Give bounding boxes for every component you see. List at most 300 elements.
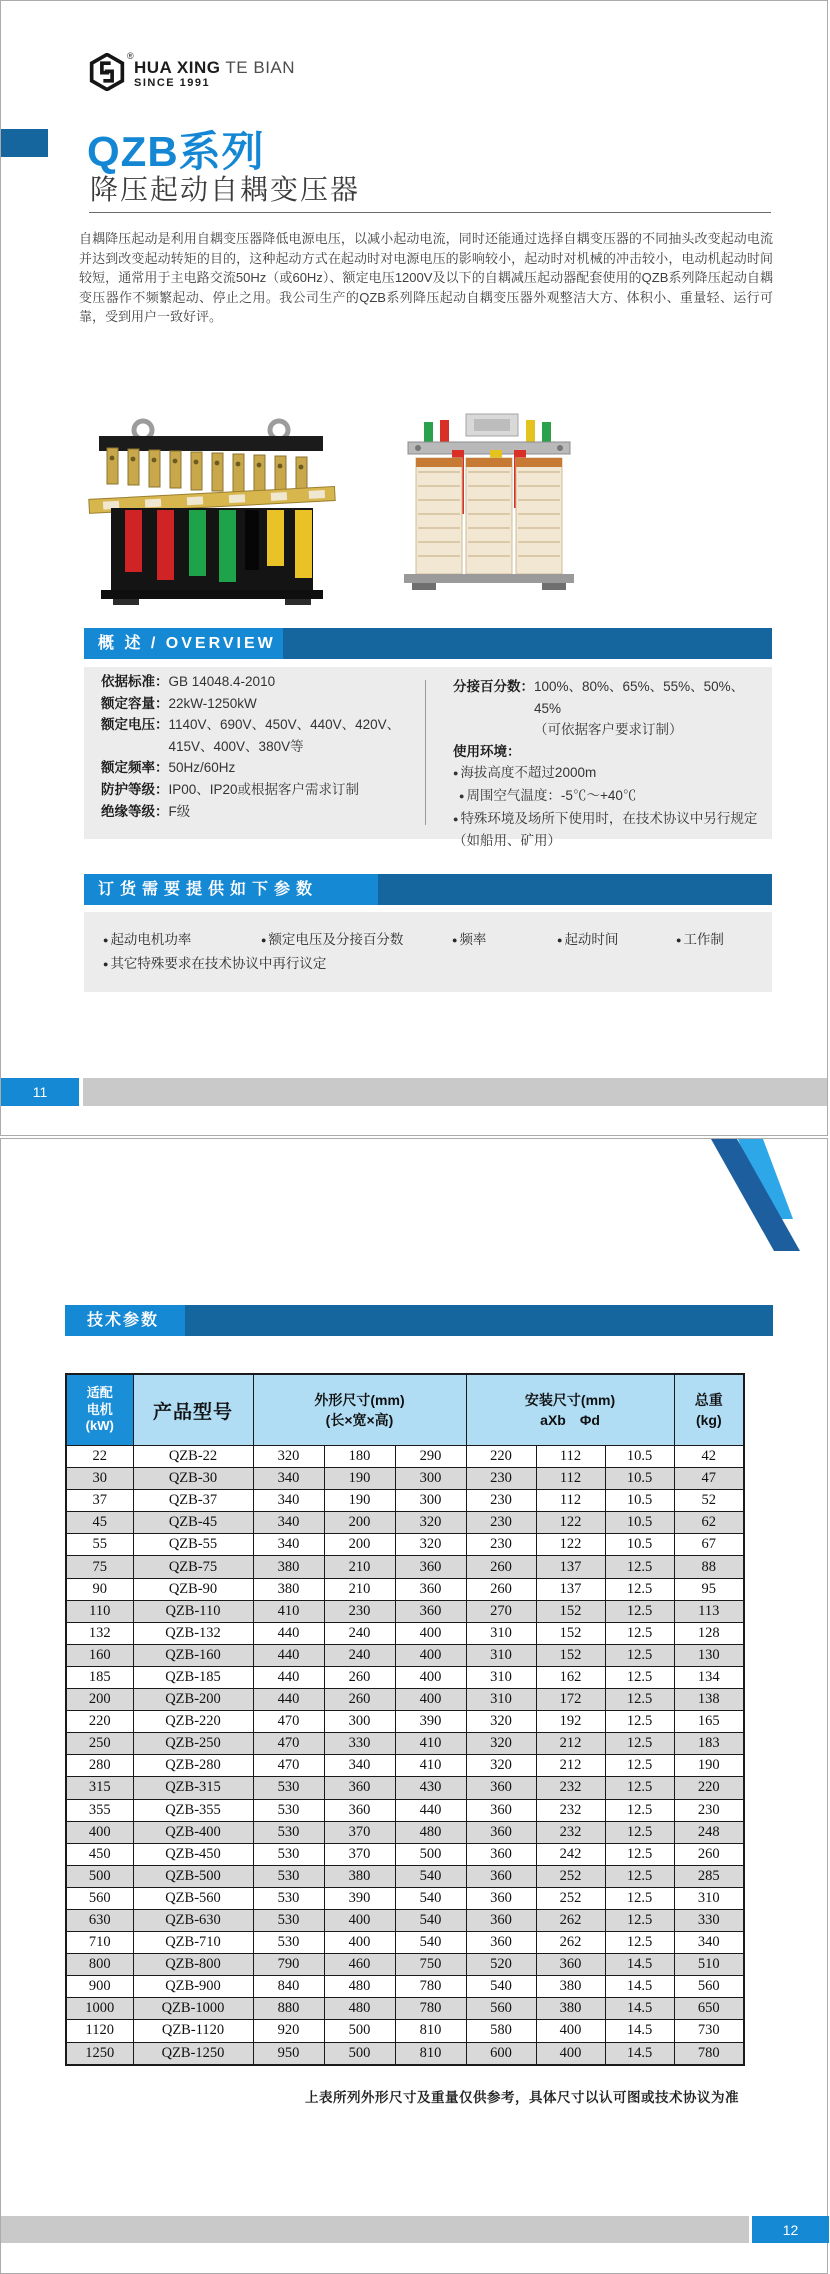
table-cell: 650 <box>674 1998 744 2020</box>
table-cell: 230 <box>466 1468 536 1490</box>
table-cell: 240 <box>324 1644 395 1666</box>
table-cell: 1250 <box>66 2042 133 2065</box>
order-parameter <box>103 928 261 952</box>
page-number-12: 12 <box>752 2216 829 2243</box>
table-cell: 12.5 <box>605 1755 674 1777</box>
table-cell: 530 <box>253 1799 324 1821</box>
order-parameter <box>261 928 452 952</box>
table-cell: 750 <box>395 1954 466 1976</box>
table-row <box>66 1976 744 1998</box>
table-cell: 410 <box>395 1733 466 1755</box>
table-cell: 340 <box>324 1755 395 1777</box>
order-heading: 订货需要提供如下参数 <box>98 881 319 898</box>
table-cell: 14.5 <box>605 1976 674 1998</box>
table-footnote: 上表所列外形尺寸及重量仅供参考，具体尺寸以认可图或技术协议为准 <box>305 2090 739 2105</box>
environment-items <box>453 762 763 830</box>
table-cell: 45 <box>66 1512 133 1534</box>
table-cell: 400 <box>395 1689 466 1711</box>
spec-value: F级 <box>168 803 191 819</box>
table-cell: 88 <box>674 1556 744 1578</box>
table-cell: 390 <box>395 1711 466 1733</box>
table-cell: 290 <box>395 1446 466 1468</box>
table-cell: 52 <box>674 1490 744 1512</box>
table-cell: 320 <box>395 1512 466 1534</box>
table-cell: 390 <box>324 1887 395 1909</box>
tap-value: 100%、80%、65%、55%、50%、45% <box>534 679 745 716</box>
table-cell: 320 <box>466 1733 536 1755</box>
table-cell: 440 <box>395 1799 466 1821</box>
table-cell: 12.5 <box>605 1556 674 1578</box>
spec-label: 额定频率： <box>101 760 169 776</box>
table-cell: 360 <box>466 1932 536 1954</box>
table-cell: 780 <box>395 1976 466 1998</box>
table-cell: 340 <box>253 1468 324 1490</box>
table-cell: QZB-90 <box>133 1578 253 1600</box>
table-cell: 340 <box>253 1490 324 1512</box>
bullet-icon: ● <box>459 790 465 801</box>
table-row <box>66 1556 744 1578</box>
table-cell: 262 <box>536 1932 605 1954</box>
table-cell: 280 <box>66 1755 133 1777</box>
table-cell: 530 <box>253 1909 324 1931</box>
table-cell: 230 <box>324 1600 395 1622</box>
table-row <box>66 1909 744 1931</box>
table-cell: 185 <box>66 1666 133 1688</box>
table-row <box>66 1666 744 1688</box>
table-cell: QZB-22 <box>133 1446 253 1468</box>
column-header-weight: 总重 (kg) <box>674 1374 744 1446</box>
brand-logo-icon <box>89 53 125 91</box>
intro-paragraph: 自耦降压起动是利用自耦变压器降低电源电压，以减小起动电流，同时还能通过选择自耦变压器的不同抽头改变起动电流并达到改变起动转矩的目的，这种起动方式在起动时对电源电压的影响较小，起动时对机械的冲击较小，电动机起动时间较短，通常用于主电路交流50Hz（或60Hz）、额定电压1200V及以下的自耦减压起动器配套使用的QZB系列降压起动自耦变压器作不频繁起动、停止之用。我公司生产的QZB系列降压起动自耦变压器外观整洁大方、体积小、重量轻、运行可靠，受到用户一致好评。 <box>79 231 773 324</box>
table-cell: 470 <box>253 1711 324 1733</box>
table-cell: QZB-500 <box>133 1865 253 1887</box>
table-cell: 260 <box>466 1556 536 1578</box>
table-cell: 300 <box>395 1490 466 1512</box>
tech-params-section-bar <box>65 1305 773 1336</box>
spec-row <box>101 714 439 757</box>
table-cell: 12.5 <box>605 1821 674 1843</box>
overview-right-column <box>453 676 763 852</box>
title-accent-bar <box>1 129 48 157</box>
bullet-icon: ● <box>261 935 267 945</box>
spec-row <box>101 801 439 823</box>
table-cell: 630 <box>66 1909 133 1931</box>
bullet-icon: ● <box>452 935 458 945</box>
table-cell: 112 <box>536 1468 605 1490</box>
table-cell: 360 <box>466 1865 536 1887</box>
table-cell: 95 <box>674 1578 744 1600</box>
table-row <box>66 1578 744 1600</box>
table-cell: 400 <box>324 1909 395 1931</box>
tap-percentage-row <box>453 676 763 719</box>
registered-mark: ® <box>127 51 134 61</box>
table-cell: 430 <box>395 1777 466 1799</box>
table-cell: 400 <box>324 1932 395 1954</box>
table-cell: 300 <box>324 1711 395 1733</box>
spec-row <box>101 671 439 693</box>
table-cell: 242 <box>536 1843 605 1865</box>
table-cell: 12.5 <box>605 1711 674 1733</box>
table-cell: 920 <box>253 2020 324 2042</box>
corner-stripes-decoration <box>641 1139 830 1255</box>
table-cell: 380 <box>253 1556 324 1578</box>
table-cell: 12.5 <box>605 1666 674 1688</box>
table-cell: 110 <box>66 1600 133 1622</box>
overview-section-bar <box>84 628 772 659</box>
table-cell: 12.5 <box>605 1799 674 1821</box>
table-cell: 12.5 <box>605 1777 674 1799</box>
spec-label: 额定电压： <box>101 717 169 733</box>
table-cell: 12.5 <box>605 1644 674 1666</box>
table-cell: 530 <box>253 1821 324 1843</box>
table-row <box>66 1446 744 1468</box>
table-cell: 137 <box>536 1556 605 1578</box>
table-cell: 540 <box>466 1976 536 1998</box>
table-row <box>66 1512 744 1534</box>
table-cell: 480 <box>324 1976 395 1998</box>
table-cell: 530 <box>253 1843 324 1865</box>
table-cell: 310 <box>466 1644 536 1666</box>
table-row <box>66 2042 744 2065</box>
table-cell: 440 <box>253 1622 324 1644</box>
page-1 <box>0 0 828 1136</box>
table-cell: QZB-160 <box>133 1644 253 1666</box>
table-cell: QZB-110 <box>133 1600 253 1622</box>
table-cell: 12.5 <box>605 1733 674 1755</box>
table-cell: 410 <box>253 1600 324 1622</box>
table-row <box>66 1887 744 1909</box>
table-cell: 310 <box>466 1666 536 1688</box>
table-cell: 470 <box>253 1755 324 1777</box>
table-cell: 12.5 <box>605 1865 674 1887</box>
table-cell: 220 <box>66 1711 133 1733</box>
table-cell: 260 <box>324 1666 395 1688</box>
table-cell: 152 <box>536 1644 605 1666</box>
table-cell: 360 <box>324 1799 395 1821</box>
table-cell: 192 <box>536 1711 605 1733</box>
table-cell: 360 <box>395 1600 466 1622</box>
table-row <box>66 1932 744 1954</box>
table-cell: 600 <box>466 2042 536 2065</box>
table-cell: 22 <box>66 1446 133 1468</box>
table-row <box>66 1777 744 1799</box>
table-cell: 500 <box>324 2042 395 2065</box>
table-cell: QZB-355 <box>133 1799 253 1821</box>
brand-name <box>134 58 295 78</box>
table-row <box>66 1733 744 1755</box>
column-header-outer-dimensions: 外形尺寸(mm) (长×宽×高) <box>253 1374 466 1446</box>
table-cell: 540 <box>395 1865 466 1887</box>
table-cell: 12.5 <box>605 1600 674 1622</box>
table-cell: 10.5 <box>605 1468 674 1490</box>
order-parameter <box>557 928 676 952</box>
overview-specs <box>101 671 439 822</box>
table-cell: 134 <box>674 1666 744 1688</box>
table-cell: QZB-280 <box>133 1755 253 1777</box>
table-cell: 10.5 <box>605 1534 674 1556</box>
table-cell: 440 <box>253 1666 324 1688</box>
table-cell: 310 <box>466 1689 536 1711</box>
order-parameter-text: 起动电机功率 <box>110 932 192 947</box>
table-cell: 12.5 <box>605 1909 674 1931</box>
table-row <box>66 1998 744 2020</box>
table-row <box>66 1644 744 1666</box>
table-cell: 540 <box>395 1909 466 1931</box>
table-cell: 580 <box>466 2020 536 2042</box>
table-cell: 500 <box>395 1843 466 1865</box>
table-cell: 12.5 <box>605 1578 674 1600</box>
table-cell: 42 <box>674 1446 744 1468</box>
table-cell: 440 <box>253 1689 324 1711</box>
table-row <box>66 1600 744 1622</box>
table-cell: 210 <box>324 1556 395 1578</box>
order-parameter-text: 工作制 <box>683 932 724 947</box>
table-cell: 410 <box>395 1755 466 1777</box>
table-row <box>66 1711 744 1733</box>
table-cell: 360 <box>466 1777 536 1799</box>
spec-value: GB 14048.4-2010 <box>168 674 276 689</box>
table-cell: 380 <box>253 1578 324 1600</box>
table-row <box>66 1689 744 1711</box>
table-row <box>66 1799 744 1821</box>
table-row <box>66 1534 744 1556</box>
table-cell: 10.5 <box>605 1446 674 1468</box>
table-cell: 160 <box>66 1644 133 1666</box>
order-items-row1 <box>84 912 772 952</box>
table-cell: 130 <box>674 1644 744 1666</box>
spec-label: 依据标准： <box>101 674 169 689</box>
table-cell: QZB-132 <box>133 1622 253 1644</box>
overview-divider <box>425 680 426 825</box>
table-cell: 330 <box>674 1909 744 1931</box>
table-cell: 137 <box>536 1578 605 1600</box>
bullet-icon: ● <box>453 768 459 779</box>
spec-value: 1140V、690V、450V、440V、420V、415V、400V、380V等 <box>168 717 401 754</box>
table-cell: 1000 <box>66 1998 133 2020</box>
table-cell: QZB-200 <box>133 1689 253 1711</box>
column-header-model: 产品型号 <box>133 1374 253 1446</box>
table-cell: 12.5 <box>605 1887 674 1909</box>
table-cell: 10.5 <box>605 1512 674 1534</box>
table-cell: 560 <box>674 1976 744 1998</box>
environment-item-text: 特殊环境及场所下使用时，在技术协议中另行规定 <box>460 810 758 826</box>
table-cell: 340 <box>253 1512 324 1534</box>
table-cell: 900 <box>66 1976 133 1998</box>
table-row <box>66 1821 744 1843</box>
table-cell: 950 <box>253 2042 324 2065</box>
table-cell: 128 <box>674 1622 744 1644</box>
table-cell: 200 <box>324 1512 395 1534</box>
table-cell: QZB-315 <box>133 1777 253 1799</box>
table-cell: 90 <box>66 1578 133 1600</box>
table-cell: 270 <box>466 1600 536 1622</box>
table-cell: 320 <box>466 1755 536 1777</box>
column-header-motor: 适配 电机 (kW) <box>66 1374 133 1446</box>
table-cell: 285 <box>674 1865 744 1887</box>
table-cell: 220 <box>674 1777 744 1799</box>
table-cell: QZB-75 <box>133 1556 253 1578</box>
footer-bar <box>1 2216 749 2243</box>
table-cell: 252 <box>536 1887 605 1909</box>
table-cell: 500 <box>324 2020 395 2042</box>
table-cell: 360 <box>395 1578 466 1600</box>
table-cell: 360 <box>466 1821 536 1843</box>
environment-item-text: 海拔高度不超过2000m <box>460 765 597 781</box>
page-number-11: 11 <box>1 1078 79 1106</box>
table-cell: 840 <box>253 1976 324 1998</box>
table-cell: 540 <box>395 1887 466 1909</box>
table-cell: 252 <box>536 1865 605 1887</box>
brand-since: SINCE 1991 <box>134 77 211 89</box>
table-cell: QZB-400 <box>133 1821 253 1843</box>
table-cell: 260 <box>674 1843 744 1865</box>
spec-value: IP00、IP20或根据客户需求订制 <box>168 781 360 797</box>
table-cell: QZB-450 <box>133 1843 253 1865</box>
table-cell: 340 <box>253 1534 324 1556</box>
table-cell: QZB-1000 <box>133 1998 253 2020</box>
table-cell: 14.5 <box>605 1954 674 1976</box>
table-cell: 310 <box>466 1622 536 1644</box>
table-cell: 62 <box>674 1512 744 1534</box>
table-cell: 360 <box>324 1777 395 1799</box>
table-row <box>66 1865 744 1887</box>
table-cell: 232 <box>536 1799 605 1821</box>
table-cell: 355 <box>66 1799 133 1821</box>
table-cell: 470 <box>253 1733 324 1755</box>
table-cell: 370 <box>324 1843 395 1865</box>
table-row <box>66 1468 744 1490</box>
overview-panel <box>84 667 772 849</box>
table-cell: 248 <box>674 1821 744 1843</box>
table-cell: 152 <box>536 1600 605 1622</box>
table-cell: 212 <box>536 1755 605 1777</box>
table-cell: 360 <box>466 1843 536 1865</box>
table-cell: QZB-37 <box>133 1490 253 1512</box>
table-cell: QZB-1120 <box>133 2020 253 2042</box>
product-photo-light-transformer <box>394 410 584 606</box>
table-cell: 210 <box>324 1578 395 1600</box>
order-parameter <box>452 928 557 952</box>
title-divider <box>89 212 771 213</box>
table-cell: 240 <box>324 1622 395 1644</box>
table-cell: 380 <box>324 1865 395 1887</box>
table-cell: QZB-185 <box>133 1666 253 1688</box>
table-cell: 460 <box>324 1954 395 1976</box>
table-cell: QZB-800 <box>133 1954 253 1976</box>
table-cell: QZB-710 <box>133 1932 253 1954</box>
table-cell: 800 <box>66 1954 133 1976</box>
table-cell: 360 <box>395 1556 466 1578</box>
brand-name-light: TE BIAN <box>220 58 296 77</box>
table-row <box>66 1954 744 1976</box>
table-row <box>66 1490 744 1512</box>
table-cell: 400 <box>66 1821 133 1843</box>
order-parameter-text: 额定电压及分接百分数 <box>268 932 404 947</box>
table-cell: 450 <box>66 1843 133 1865</box>
table-cell: 12.5 <box>605 1843 674 1865</box>
table-cell: 370 <box>324 1821 395 1843</box>
table-cell: 14.5 <box>605 2042 674 2065</box>
table-cell: 172 <box>536 1689 605 1711</box>
table-cell: 880 <box>253 1998 324 2020</box>
spec-row <box>101 693 439 715</box>
brand-name-bold: HUA XING <box>134 58 221 77</box>
table-cell: 530 <box>253 1777 324 1799</box>
bullet-icon: ● <box>557 935 563 945</box>
table-cell: QZB-55 <box>133 1534 253 1556</box>
bullet-icon: ● <box>453 813 459 824</box>
bullet-icon: ● <box>103 935 109 945</box>
table-cell: 12.5 <box>605 1689 674 1711</box>
table-cell: 810 <box>395 2042 466 2065</box>
page-subtitle: 降压起动自耦变压器 <box>90 174 361 205</box>
table-cell: 260 <box>324 1689 395 1711</box>
table-cell: 560 <box>66 1887 133 1909</box>
table-cell: 400 <box>395 1666 466 1688</box>
table-cell: 220 <box>466 1446 536 1468</box>
technical-parameters-table <box>65 1373 745 2066</box>
environment-item <box>453 762 763 785</box>
table-cell: 400 <box>536 2020 605 2042</box>
table-cell: QZB-1250 <box>133 2042 253 2065</box>
footer-bar <box>83 1078 827 1106</box>
table-cell: 55 <box>66 1534 133 1556</box>
spec-row <box>101 757 439 779</box>
environment-item <box>453 785 763 808</box>
table-row <box>66 1755 744 1777</box>
table-cell: 440 <box>253 1644 324 1666</box>
tech-params-heading: 技术参数 <box>87 1312 160 1329</box>
table-cell: 530 <box>253 1887 324 1909</box>
table-cell: 780 <box>674 2042 744 2065</box>
table-cell: 200 <box>324 1534 395 1556</box>
spec-label: 防护等级： <box>101 781 169 797</box>
table-cell: 165 <box>674 1711 744 1733</box>
table-cell: 212 <box>536 1733 605 1755</box>
page-2 <box>0 1138 828 2274</box>
environment-label: 使用环境： <box>453 743 521 759</box>
table-cell: 320 <box>253 1446 324 1468</box>
table-cell: 380 <box>536 1976 605 1998</box>
table-cell: 30 <box>66 1468 133 1490</box>
table-cell: 810 <box>395 2020 466 2042</box>
table-cell: 122 <box>536 1534 605 1556</box>
table-cell: 37 <box>66 1490 133 1512</box>
spec-label: 额定容量： <box>101 695 169 711</box>
table-cell: 1120 <box>66 2020 133 2042</box>
table-cell: 14.5 <box>605 2020 674 2042</box>
table-cell: 780 <box>395 1998 466 2020</box>
table-cell: 230 <box>674 1799 744 1821</box>
table-cell: 230 <box>466 1534 536 1556</box>
table-cell: 315 <box>66 1777 133 1799</box>
table-cell: 250 <box>66 1733 133 1755</box>
overview-heading: 概 述 / OVERVIEW <box>98 635 276 652</box>
order-parameter-text: 频率 <box>459 932 487 947</box>
table-cell: QZB-250 <box>133 1733 253 1755</box>
table-cell: 132 <box>66 1622 133 1644</box>
table-cell: 380 <box>536 1998 605 2020</box>
bullet-icon: ● <box>103 959 109 969</box>
table-cell: 480 <box>324 1998 395 2020</box>
table-cell: 340 <box>674 1932 744 1954</box>
table-cell: 230 <box>466 1512 536 1534</box>
spec-label: 绝缘等级： <box>101 803 169 819</box>
spec-row <box>101 779 439 801</box>
table-cell: 360 <box>466 1887 536 1909</box>
table-row <box>66 2020 744 2042</box>
table-cell: 190 <box>674 1755 744 1777</box>
